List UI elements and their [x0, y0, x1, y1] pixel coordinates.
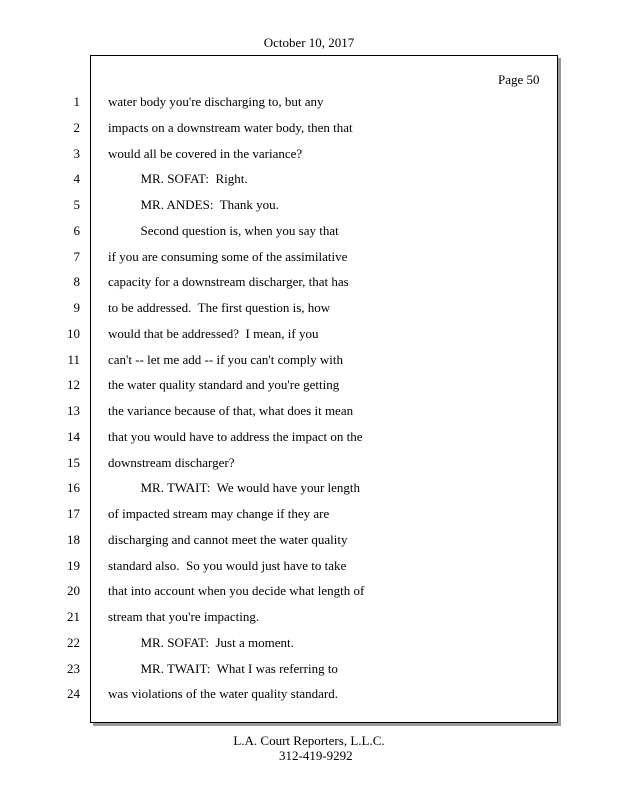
line-number: 9 [73, 300, 80, 315]
line-text: was violations of the water quality standard. [108, 686, 338, 701]
line-number: 5 [73, 197, 80, 212]
line-text: would all be covered in the variance? [108, 146, 303, 161]
line-number: 13 [67, 403, 80, 418]
footer-company: L.A. Court Reporters, L.L.C. [233, 733, 385, 748]
line-number: 22 [67, 635, 80, 650]
footer-phone: 312-419-9292 [279, 748, 353, 763]
line-number: 19 [67, 558, 80, 573]
line-text: of impacted stream may change if they are [108, 506, 330, 521]
line-text: the variance because of that, what does it mean [108, 403, 354, 418]
page-number: Page 50 [498, 72, 540, 87]
line-text: capacity for a downstream discharger, that has [108, 274, 349, 289]
line-number: 2 [73, 120, 80, 135]
header-date: October 10, 2017 [263, 35, 355, 50]
line-number: 11 [67, 352, 80, 367]
line-text: impacts on a downstream water body, then that [108, 120, 353, 135]
line-text: that into account when you decide what length of [108, 583, 365, 598]
line-text: if you are consuming some of the assimilative [108, 249, 348, 264]
line-text: MR. TWAIT: What I was referring to [108, 661, 338, 676]
line-number: 1 [73, 94, 80, 109]
line-text: MR. TWAIT: We would have your length [108, 480, 361, 495]
line-number: 15 [67, 455, 80, 470]
line-number: 17 [67, 506, 80, 521]
line-number: 7 [73, 249, 80, 264]
line-number: 8 [73, 274, 80, 289]
line-text: downstream discharger? [108, 455, 235, 470]
line-text: to be addressed. The first question is, how [108, 300, 331, 315]
line-number: 18 [67, 532, 80, 547]
line-number: 3 [73, 146, 80, 161]
line-text: would that be addressed? I mean, if you [108, 326, 319, 341]
line-text: that you would have to address the impact on the [108, 429, 363, 444]
line-number: 16 [67, 480, 80, 495]
line-text: stream that you're impacting. [108, 609, 260, 624]
line-number: 12 [67, 377, 80, 392]
line-number: 4 [73, 171, 80, 186]
line-number: 23 [67, 661, 80, 676]
line-number: 24 [67, 686, 80, 701]
line-text: MR. SOFAT: Just a moment. [108, 635, 294, 650]
line-number: 6 [73, 223, 80, 238]
line-text: MR. ANDES: Thank you. [108, 197, 279, 212]
line-number: 21 [67, 609, 80, 624]
line-text: the water quality standard and you're getting [108, 377, 340, 392]
line-text: discharging and cannot meet the water quality [108, 532, 348, 547]
line-text: can't -- let me add -- if you can't comply with [108, 352, 343, 367]
line-text: Second question is, when you say that [108, 223, 339, 238]
line-text: MR. SOFAT: Right. [108, 171, 248, 186]
line-number: 20 [67, 583, 80, 598]
line-number: 14 [67, 429, 80, 444]
line-number: 10 [67, 326, 80, 341]
line-text: water body you're discharging to, but any [108, 94, 324, 109]
line-text: standard also. So you would just have to take [108, 558, 347, 573]
